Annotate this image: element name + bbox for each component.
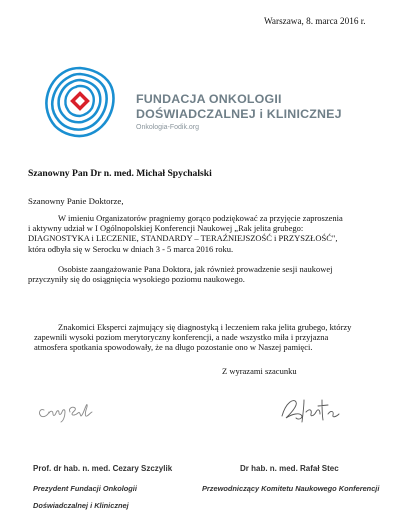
signature-left-icon bbox=[34, 394, 104, 424]
letter-paragraph-3 bbox=[28, 322, 378, 353]
left-signatory-role-line2: Doświadczalnej i Klinicznej bbox=[33, 501, 129, 510]
letter-date: Warszawa, 8. marca 2016 r. bbox=[264, 16, 366, 26]
signature-right-icon bbox=[276, 392, 346, 426]
right-signatory-name: Dr hab. n. med. Rafał Stec bbox=[240, 464, 339, 473]
foundation-logo-icon bbox=[44, 66, 116, 138]
paragraph-line: i aktywny udział w I Ogólnopolskiej Konferencji Naukowej „Rak jelita grubego: bbox=[28, 223, 304, 234]
paragraph-line: atmosfera spotkania spowodowały, że na długo pozostanie ono w Naszej pamięci. bbox=[34, 342, 313, 353]
letter-paragraph-1 bbox=[28, 213, 378, 254]
paragraph-line: DIAGNOSTYKA i LECZENIE, STANDARDY – TERAŹNIEJSZOŚĆ i PRZYSZŁOŚĆ", bbox=[28, 233, 338, 244]
letter-closing: Z wyrazami szacunku bbox=[222, 366, 297, 376]
paragraph-line: która odbyła się w Serocku w dniach 3 - 5 marca 2016 roku. bbox=[28, 243, 234, 254]
paragraph-line: W imieniu Organizatorów pragniemy gorąco podziękować za przyjęcie zaproszenia bbox=[58, 213, 343, 223]
paragraph-line: Osobiste zaangażowanie Pana Doktora, jak również prowadzenie sesji naukowej bbox=[58, 264, 333, 274]
paragraph-line: zapewnili wysoki poziom merytoryczny konferencji, a nade wszystko miła i przyjazna bbox=[34, 332, 329, 343]
left-signatory-role-line1: Prezydent Fundacji Onkologii bbox=[33, 484, 137, 493]
letter-recipient: Szanowny Pan Dr n. med. Michał Spychalski bbox=[28, 168, 212, 179]
paragraph-line: przyczyniły się do osiągnięcia wysokiego poziomu naukowego. bbox=[28, 274, 245, 285]
letter-paragraph-2 bbox=[28, 264, 378, 284]
left-signatory-name: Prof. dr hab. n. med. Cezary Szczylik bbox=[33, 464, 173, 473]
foundation-website: Onkologia-Fodik.org bbox=[136, 124, 200, 131]
right-signatory-role-line1: Przewodniczący Komitetu Naukowego Konferencji bbox=[202, 484, 380, 493]
letter-salutation: Szanowny Panie Doktorze, bbox=[28, 196, 124, 206]
foundation-name-line2: DOŚWIADCZALNEJ i KLINICZNEJ bbox=[136, 107, 342, 121]
foundation-name-line1: FUNDACJA ONKOLOGII bbox=[136, 92, 282, 106]
paragraph-line: Znakomici Eksperci zajmujący się diagnostyką i leczeniem raka jelita grubego, którzy bbox=[58, 322, 352, 332]
